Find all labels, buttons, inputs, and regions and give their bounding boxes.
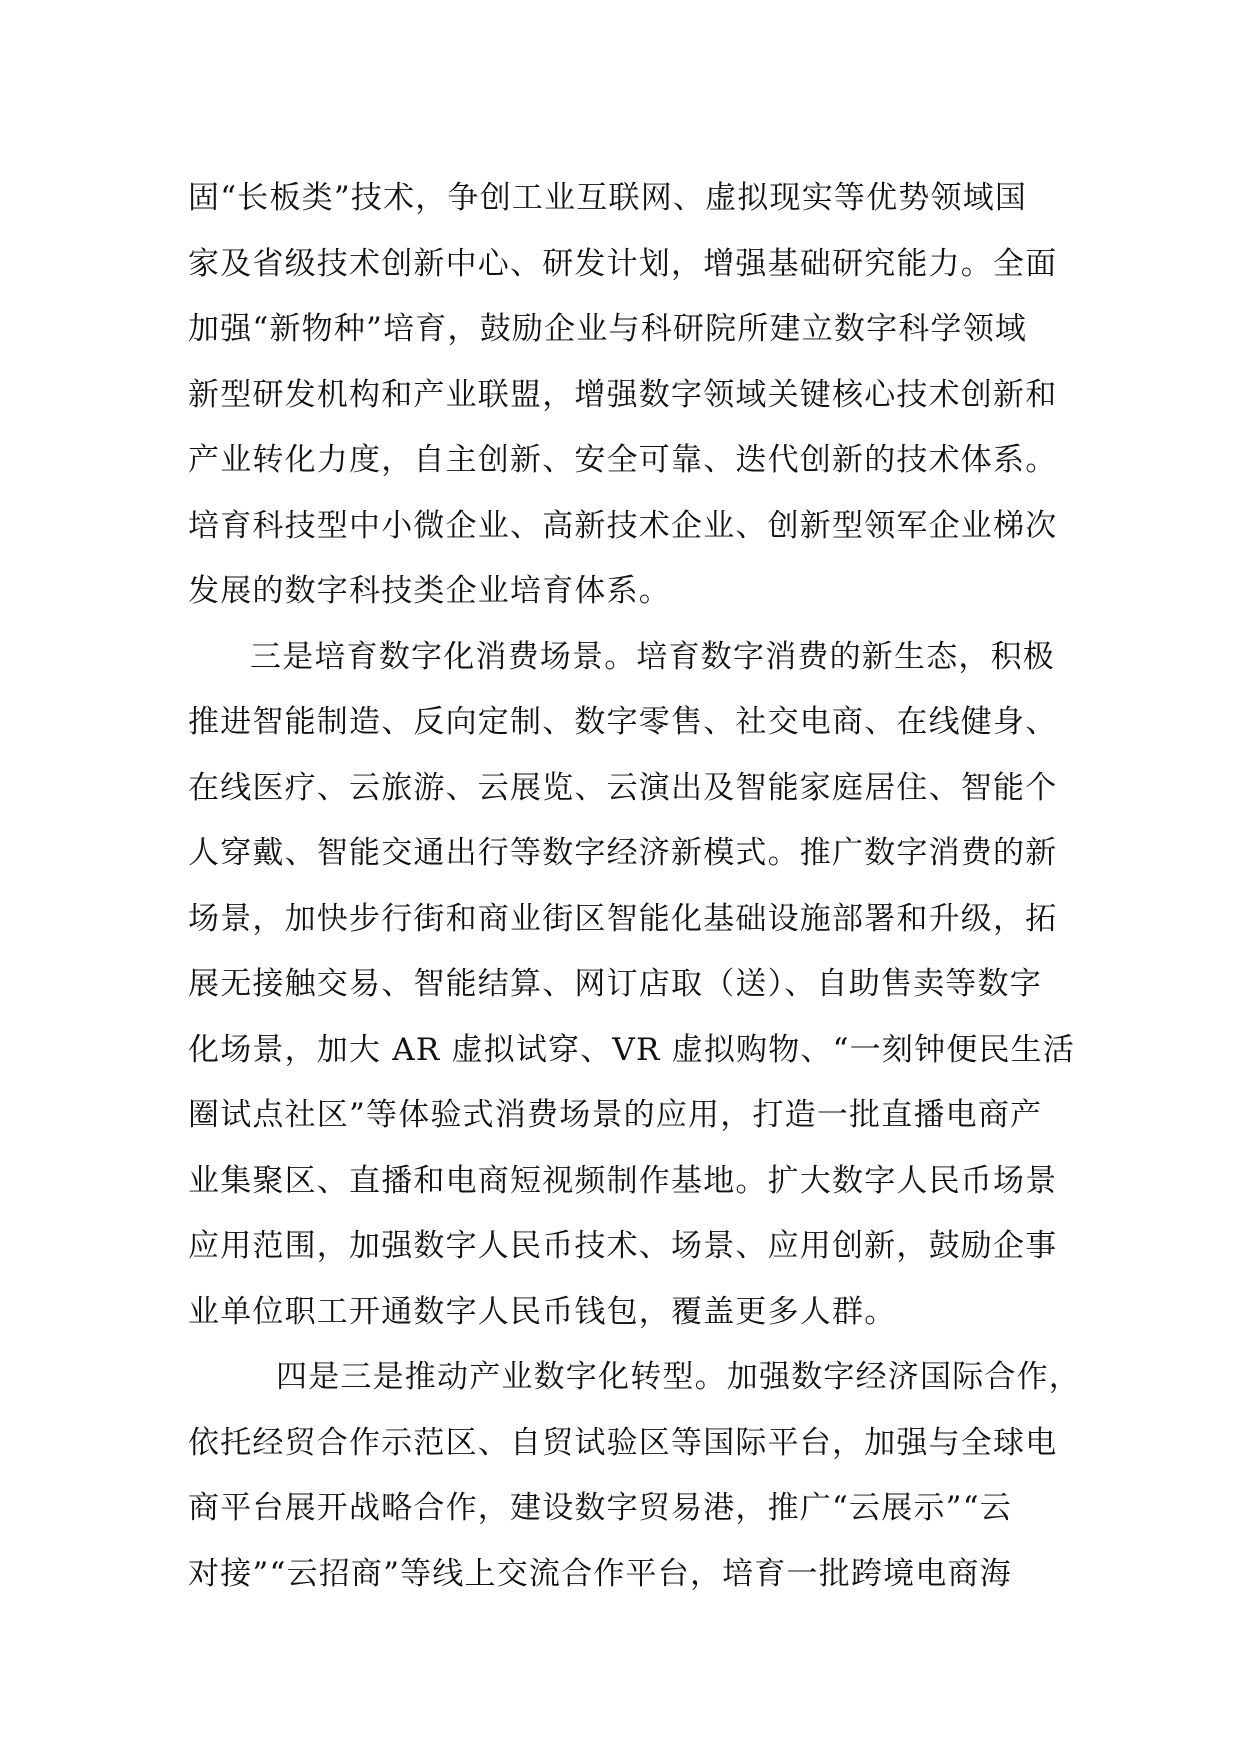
paragraph-start-line: 四是三是推动产业数字化转型。加强数字经济国际合作， (276, 1359, 1081, 1395)
text-line: 对接”“云招商”等线上交流合作平台，培育一批跨境电商海 (188, 1555, 1012, 1592)
text-line: 业集聚区、直播和电商短视频制作基地。扩大数字人民币场景 (188, 1162, 1058, 1199)
text-line: 加强“新物种”培育，鼓励企业与科研院所建立数字科学领域 (188, 311, 1028, 347)
text-line: 人穿戴、智能交通出行等数字经济新模式。推广数字消费的新 (188, 835, 1058, 871)
paragraph-start-line: 三是培育数字化消费场景。培育数字消费的新生态，积极 (250, 638, 1055, 675)
text-line: 化场景，加大 AR 虚拟试穿、VR 虚拟购物、“一刻钟便民生活 (188, 1031, 1076, 1068)
body-text (188, 166, 1081, 1607)
text-line: 产业转化力度，自主创新、安全可靠、迭代创新的技术体系。 (188, 442, 1058, 478)
text-line: 场景，加快步行街和商业街区智能化基础设施部署和升级，拓 (188, 900, 1058, 937)
text-line: 业单位职工开通数字人民币钱包，覆盖更多人群。 (188, 1293, 897, 1330)
text-line: 家及省级技术创新中心、研发计划，增强基础研究能力。全面 (188, 245, 1058, 282)
text-line: 固“长板类”技术，争创工业互联网、虚拟现实等优势领域国 (188, 180, 1028, 216)
text-line: 依托经贸合作示范区、自贸试验区等国际平台，加强与全球电 (188, 1424, 1058, 1461)
text-line: 新型研发机构和产业联盟，增强数字领域关键核心技术创新和 (188, 376, 1058, 413)
text-line: 应用范围，加强数字人民币技术、场景、应用创新，鼓励企事 (188, 1228, 1058, 1264)
text-line: 圈试点社区”等体验式消费场景的应用，打造一批直播电商产 (188, 1097, 1043, 1133)
text-line: 商平台展开战略合作，建设数字贸易港，推广“云展示”“云 (188, 1490, 1012, 1526)
text-line: 培育科技型中小微企业、高新技术企业、创新型领军企业梯次 (188, 507, 1058, 544)
text-line: 在线医疗、云旅游、云展览、云演出及智能家庭居住、智能个 (188, 769, 1058, 806)
text-line: 推进智能制造、反向定制、数字零售、社交电商、在线健身、 (188, 704, 1058, 740)
text-line: 展无接触交易、智能结算、网订店取（送）、自助售卖等数字 (188, 966, 1042, 1002)
text-line: 发展的数字科技类企业培育体系。 (188, 573, 671, 609)
